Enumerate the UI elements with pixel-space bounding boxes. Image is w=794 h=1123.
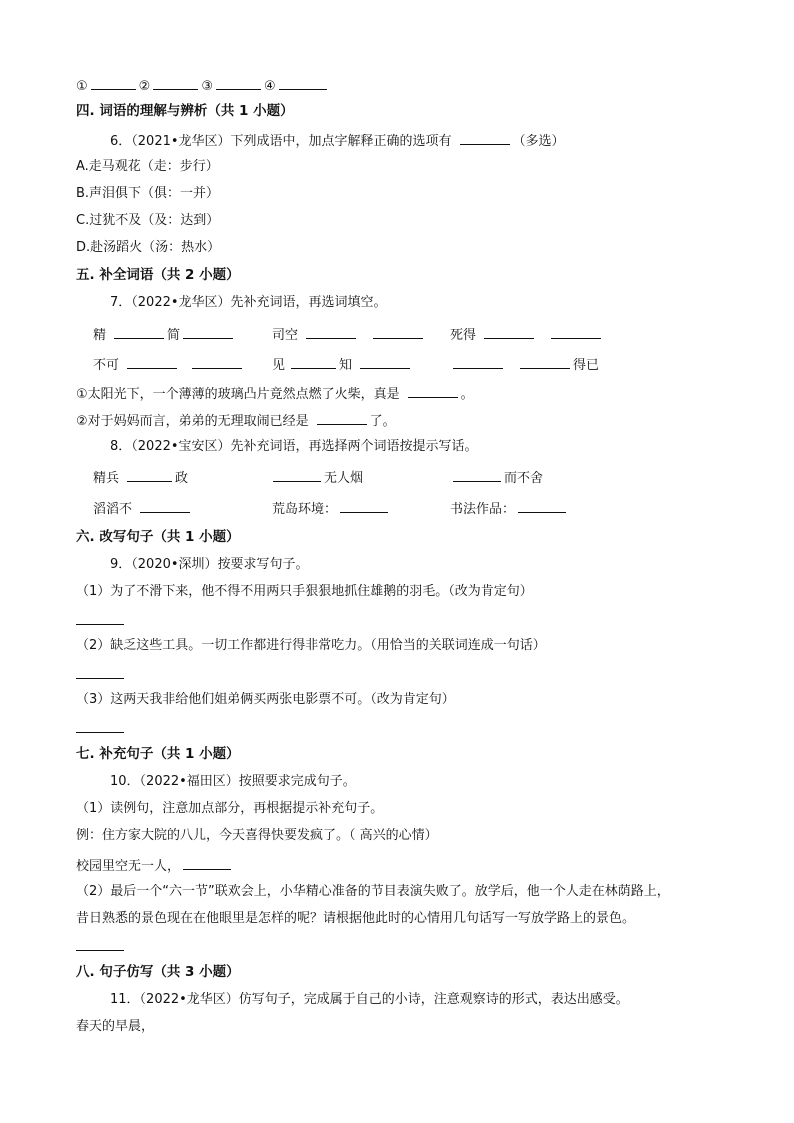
q8-item-4: 滔滔不: [93, 497, 193, 517]
q9-part-1: （1）为了不滑下来，他不得不用两只手狠狠地抓住雄鹅的羽毛。（改为肯定句）: [76, 584, 533, 599]
q9-part-3: （3）这两天我非给他们姐弟俩买两张电影票不可。（改为肯定句）: [76, 692, 455, 707]
question-10-stem: 10．（2022•福田区）按照要求完成句子。: [110, 774, 356, 789]
q10-part-1: （1）读例句，注意加点部分，再根据提示补充句子。: [76, 801, 384, 816]
answer-blank-3[interactable]: [216, 74, 261, 90]
q8-item-5: 荒岛环境：: [272, 497, 391, 517]
q8-item-6: 书法作品：: [450, 497, 569, 517]
q7-sentence-1: ①太阳光下，一个薄薄的玻璃凸片竟然点燃了火柴，真是 。: [76, 382, 474, 402]
q9-answer-line-3[interactable]: [76, 732, 124, 733]
section-6-heading: 六. 改写句子（共 1 小题）: [76, 529, 240, 545]
q7-word-1: 精 简: [93, 323, 236, 343]
q7-blank[interactable]: [360, 353, 410, 369]
q7-blank[interactable]: [373, 323, 423, 339]
q10-part-2-line-2: 昔日熟悉的景色现在在他眼里是怎样的呢？请根据他此时的心情用几句话写一写放学路上的景色。: [76, 911, 636, 926]
question-7-stem: 7．（2022•龙华区）先补充词语，再选词填空。: [110, 295, 387, 310]
q7-word-5: 见 知: [272, 353, 413, 373]
section-8-heading: 八. 句子仿写（共 3 小题）: [76, 964, 240, 980]
question-8-stem: 8．（2022•宝安区）先补充词语，再选择两个词语按提示写话。: [110, 439, 478, 454]
section-4-heading: 四. 词语的理解与辨析（共 1 小题）: [76, 103, 294, 119]
q8-blank[interactable]: [518, 497, 566, 513]
q6-option-a: A.走马观花（走：步行）: [76, 159, 219, 174]
q7-blank[interactable]: [520, 353, 570, 369]
q9-answer-line-2[interactable]: [76, 678, 124, 679]
q6-answer-blank[interactable]: [460, 129, 510, 145]
answer-blank-1[interactable]: [91, 74, 136, 90]
q10-fill-sentence: 校园里空无一人，: [76, 854, 234, 874]
q10-answer-line[interactable]: [76, 950, 124, 951]
q7-word-4: 不可: [93, 353, 245, 373]
q7-word-6: 得已: [450, 353, 599, 373]
q6-option-c: C.过犹不及（及：达到）: [76, 213, 220, 228]
section-5-heading: 五. 补全词语（共 2 小题）: [76, 267, 240, 283]
q7-blank[interactable]: [484, 323, 534, 339]
q8-item-3: 而不舍: [450, 466, 543, 486]
q9-part-2: （2）缺乏这些工具。一切工作都进行得非常吃力。（用恰当的关联词连成一句话）: [76, 638, 546, 653]
q8-blank[interactable]: [453, 466, 501, 482]
section-7-heading: 七. 补充句子（共 1 小题）: [76, 746, 240, 762]
q8-blank[interactable]: [273, 466, 321, 482]
q7-word-2: 司空: [272, 323, 426, 343]
q7-sentence-2: ②对于妈妈而言，弟弟的无理取闹已经是 了。: [76, 409, 396, 429]
question-9-stem: 9．（2020•深圳）按要求写句子。: [110, 557, 309, 572]
q7-blank[interactable]: [291, 353, 336, 369]
answer-blank-4[interactable]: [279, 74, 327, 90]
q7-blank[interactable]: [453, 353, 503, 369]
q8-item-2: 无人烟: [270, 466, 363, 486]
q9-answer-line-1[interactable]: [76, 624, 124, 625]
answer-blank-2[interactable]: [153, 74, 198, 90]
q7-fill-blank[interactable]: [408, 382, 458, 398]
q8-blank[interactable]: [340, 497, 388, 513]
q11-poem-line-1: 春天的早晨，: [76, 1019, 155, 1034]
q8-blank[interactable]: [140, 497, 190, 513]
q7-blank[interactable]: [183, 323, 233, 339]
question-6-stem: 6．（2021•龙华区）下列成语中，加点字解释正确的选项有 （多选）: [110, 129, 565, 149]
q7-blank[interactable]: [114, 323, 164, 339]
q7-blank[interactable]: [306, 323, 356, 339]
q7-blank[interactable]: [551, 323, 601, 339]
q7-blank[interactable]: [192, 353, 242, 369]
q10-fill-blank[interactable]: [183, 854, 231, 870]
q10-example: 例：住方家大院的八儿，今天喜得快要发疯了。（ 高兴的心情）: [76, 828, 438, 843]
q7-fill-blank[interactable]: [317, 409, 367, 425]
q10-part-2-line-1: （2）最后一个“六一节”联欢会上，小华精心准备的节目表演失败了。放学后，他一个人走在林荫路上，: [76, 884, 670, 899]
q6-option-b: B.声泪俱下（俱：一并）: [76, 186, 220, 201]
answer-blanks-line: ① ② ③ ④: [76, 74, 330, 94]
question-11-stem: 11．（2022•龙华区）仿写句子，完成属于自己的小诗，注意观察诗的形式，表达出感受。: [110, 992, 629, 1007]
q8-blank[interactable]: [127, 466, 172, 482]
q7-blank[interactable]: [127, 353, 177, 369]
q7-word-3: 死得: [450, 323, 604, 343]
q6-option-d: D.赴汤蹈火（汤：热水）: [76, 240, 221, 255]
q8-item-1: 精兵 政: [93, 466, 188, 486]
